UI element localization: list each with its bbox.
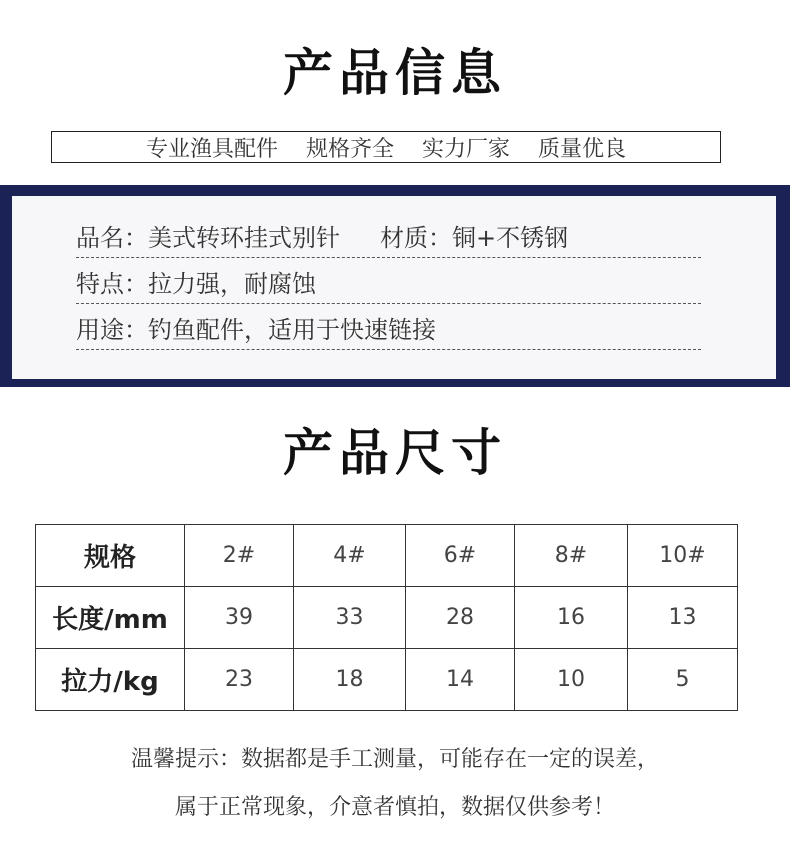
info-line-feature bbox=[76, 263, 701, 304]
tagline-item: 质量优良 bbox=[538, 136, 627, 162]
table-cell: 10 bbox=[515, 649, 628, 711]
spec-table bbox=[35, 524, 738, 711]
table-row bbox=[36, 525, 738, 587]
table-cell: 16 bbox=[515, 587, 628, 649]
product-size-title: 产品尺寸 bbox=[283, 424, 507, 482]
table-cell: 28 bbox=[406, 587, 515, 649]
info-line-name-material bbox=[76, 217, 701, 258]
info-card bbox=[12, 196, 776, 379]
product-feature: 特点：拉力强，耐腐蚀 bbox=[76, 270, 316, 298]
note-line-2: 属于正常现象，介意者慎拍，数据仅供参考！ bbox=[174, 795, 615, 820]
table-cell: 8# bbox=[515, 525, 628, 587]
product-info-title: 产品信息 bbox=[283, 44, 507, 102]
info-band bbox=[0, 185, 790, 387]
tagline-box bbox=[51, 131, 721, 163]
product-usage: 用途：钓鱼配件，适用于快速链接 bbox=[76, 316, 436, 344]
row-header: 规格 bbox=[36, 525, 185, 587]
table-cell: 39 bbox=[185, 587, 294, 649]
table-row bbox=[36, 649, 738, 711]
product-name: 品名：美式转环挂式别针 bbox=[76, 224, 340, 252]
table-cell: 5 bbox=[628, 649, 738, 711]
note-line-1: 温馨提示：数据都是手工测量，可能存在一定的误差， bbox=[130, 747, 659, 772]
table-cell: 4# bbox=[294, 525, 406, 587]
row-header: 长度/mm bbox=[36, 587, 185, 649]
table-cell: 23 bbox=[185, 649, 294, 711]
table-cell: 2# bbox=[185, 525, 294, 587]
table-cell: 14 bbox=[406, 649, 515, 711]
table-cell: 6# bbox=[406, 525, 515, 587]
table-row bbox=[36, 587, 738, 649]
tagline-item: 规格齐全 bbox=[305, 136, 394, 162]
table-cell: 18 bbox=[294, 649, 406, 711]
table-cell: 33 bbox=[294, 587, 406, 649]
row-header: 拉力/kg bbox=[36, 649, 185, 711]
tagline-item: 实力厂家 bbox=[422, 136, 511, 162]
tagline-item: 专业渔具配件 bbox=[145, 136, 278, 162]
table-cell: 10# bbox=[628, 525, 738, 587]
info-line-usage bbox=[76, 309, 701, 350]
table-cell: 13 bbox=[628, 587, 738, 649]
product-material: 材质：铜+不锈钢 bbox=[380, 224, 569, 252]
